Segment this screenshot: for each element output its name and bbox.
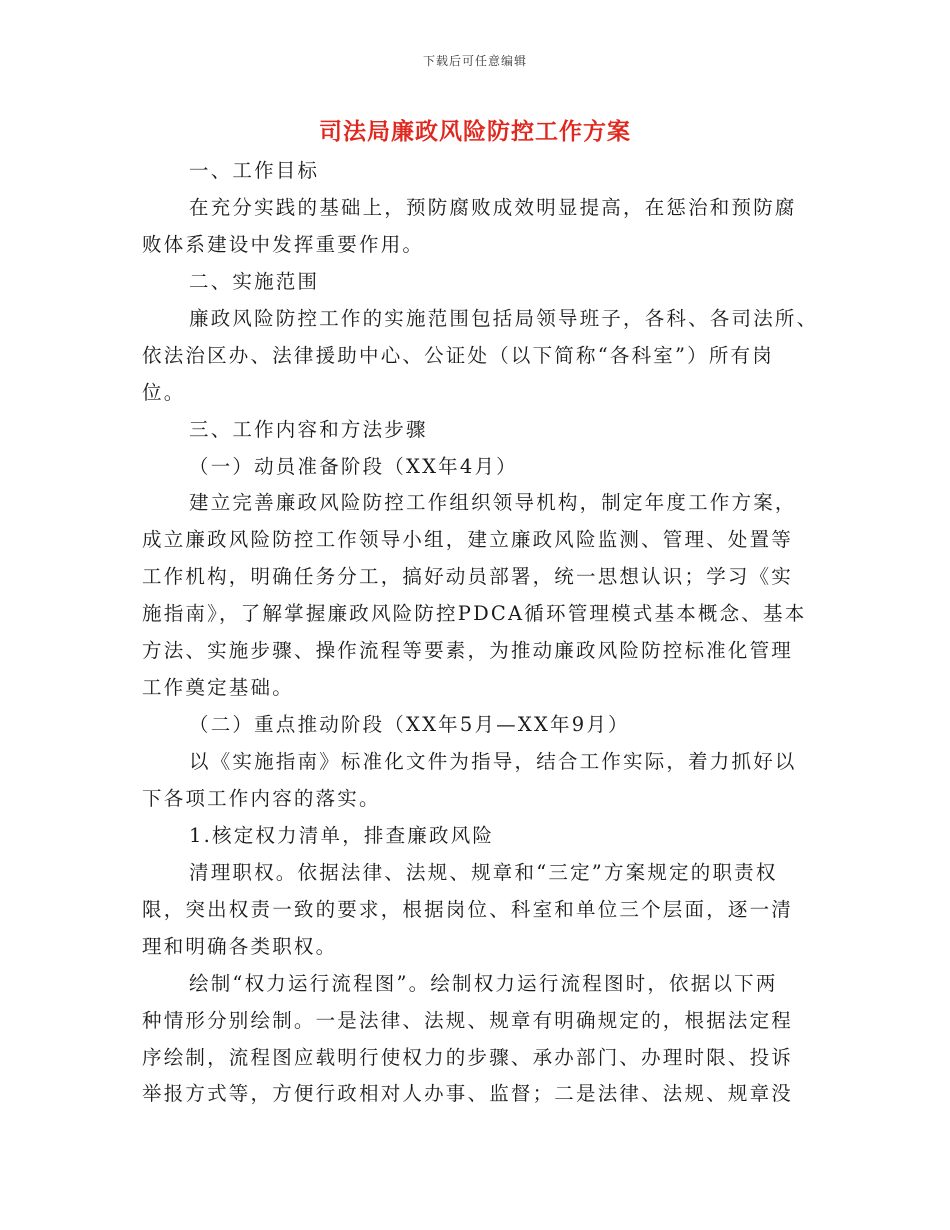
text-line: 下各项工作内容的落实。 <box>142 786 381 810</box>
text-line: 以《实施指南》标准化文件为指导，结合工作实际，着力抓好以 <box>189 750 797 773</box>
text-line: 一、工作目标 <box>189 159 320 182</box>
text-line: 工作机构，明确任务分工，搞好动员部署，统一思想认识；学习《实 <box>142 565 794 589</box>
text-line: 举报方式等，方便行政相对人办事、监督；二是法律、法规、规章没 <box>142 1082 794 1106</box>
text-line: 成立廉政风险防控工作领导小组，建立廉政风险监测、管理、处置等 <box>142 528 794 552</box>
text-line: 绘制“权力运行流程图”。绘制权力运行流程图时，依据以下两 <box>189 971 778 995</box>
text-line: 方法、实施步骤、操作流程等要素，为推动廉政风险防控标准化管理 <box>142 639 794 663</box>
page-header-note: 下载后可任意编辑 <box>422 54 527 68</box>
text-line: 清理职权。依据法律、法规、规章和“三定”方案规定的职责权 <box>189 860 778 884</box>
text-line: 建立完善廉政风险防控工作组织领导机构，制定年度工作方案， <box>189 491 797 515</box>
document-body <box>142 153 819 1113</box>
text-line: 限，突出权责一致的要求，根据岗位、科室和单位三个层面，逐一清 <box>142 897 794 921</box>
text-line: 三、工作内容和方法步骤 <box>189 417 428 441</box>
text-line: 工作奠定基础。 <box>142 676 294 700</box>
text-line: 在充分实践的基础上，预防腐败成效明显提高，在惩治和预防腐 <box>189 195 797 219</box>
text-line: 序绘制，流程图应载明行使权力的步骤、承办部门、办理时限、投诉 <box>142 1045 794 1069</box>
text-line: 种情形分别绘制。一是法律、法规、规章有明确规定的，根据法定程 <box>142 1008 794 1032</box>
text-line: （二）重点推动阶段（XX年5月—XX年9月） <box>189 713 630 737</box>
text-line: 理和明确各类职权。 <box>142 934 338 958</box>
text-line: 败体系建设中发挥重要作用。 <box>142 232 425 256</box>
text-line: 1.核定权力清单，排查廉政风险 <box>189 823 495 847</box>
text-line: 施指南》，了解掌握廉政风险防控PDCA循环管理模式基本概念、基本 <box>142 602 807 626</box>
text-line: 廉政风险防控工作的实施范围包括局领导班子，各科、各司法所、 <box>189 306 819 330</box>
text-line: 依法治区办、法律援助中心、公证处（以下简称“各科室”）所有岗 <box>142 343 774 367</box>
document-title: 司法局廉政风险防控工作方案 <box>319 118 631 145</box>
text-line: 二、实施范围 <box>189 269 320 293</box>
text-line: （一）动员准备阶段（XX年4月） <box>189 454 518 478</box>
text-line: 位。 <box>142 380 186 404</box>
